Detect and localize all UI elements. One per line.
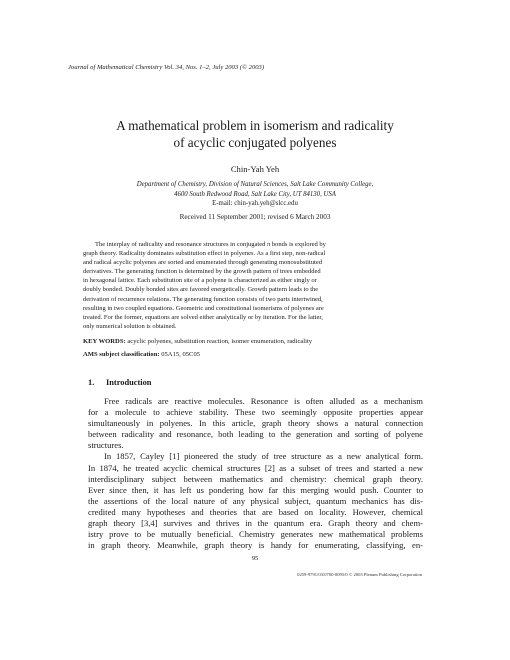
page-number: 95: [251, 555, 259, 562]
abstract: [83, 240, 428, 331]
body-line: interdisciplinary subject between mathematics and chemistry: chemical graph theory.: [88, 473, 423, 484]
body-line: In 1857, Cayley [1] pioneered the study of tree structure as a new analytical form.: [104, 451, 423, 462]
affiliation: [0, 180, 510, 209]
body-line: graph theory [3,4] survives and thrives in the quantum era. Graph theory and chem-: [88, 518, 423, 529]
journal-citation: Journal of Mathematical Chemistry Vol. 34, Nos. 1–2, July 2003 (© 2003): [68, 64, 265, 71]
body-line: Free radicals are reactive molecules. Resonance is often alluded as a mechanism: [104, 396, 423, 406]
body-line: in graph theory. Meanwhile, graph theory is handy for enumerating, classifying, en-: [88, 540, 423, 551]
abstract-line: and radical acyclic polyenes are sorted and enumerated through generating monosubstituted: [83, 259, 322, 267]
copyright-footer: 0259-9791/03/0700-0095/0 © 2003 Plenum Publishing Corporation: [297, 572, 422, 577]
abstract-line: resulting in two coupled equations. Geometric and constitutional isomerisms of polyenes are: [83, 304, 324, 312]
body-line: istry prove to be mutually beneficial. Chemistry generates new mathematical problems: [88, 529, 423, 540]
abstract-line: treated. For the former, equations are solved either analytically or by iteration. For the latter,: [83, 313, 323, 321]
body-line: for a molecule to achieve stability. These two seemingly opposite properties appear: [88, 407, 423, 418]
body-line: the assertions of the local nature of any physical subject, quantum mechanics has dis-: [88, 495, 423, 506]
section-heading: [88, 378, 151, 387]
body-line: Ever since then, it has left us pondering how far this merging would push. Counter to: [88, 484, 423, 495]
keywords-label: KEY WORDS:: [83, 338, 126, 345]
body-line: simultaneously in polyenes. In this article, graph theory shows a natural connection: [88, 418, 423, 429]
affiliation-line-2: 4600 South Redwood Road, Salt Lake City, UT 84130, USA: [174, 190, 336, 198]
abstract-line: derivation of recurrence relations. The generating function consists of two parts intertwined,: [83, 295, 323, 303]
abstract-line: in hexagonal lattice. Each substitution site of a polyene is characterized as either singly or: [83, 277, 317, 285]
abstract-line: graph theory. Radicality dominates substitution effect in polyenes. As a first step, non-radical: [83, 250, 326, 258]
received-dates: Received 11 September 2001; revised 6 March 2003: [179, 213, 331, 221]
ams-text: 05A15, 05C05: [159, 351, 201, 358]
body-line: structures.: [88, 440, 124, 451]
author-name: Chin-Yah Yeh: [230, 164, 280, 174]
ams-classification: [83, 351, 200, 358]
ams-label: AMS subject classification:: [83, 351, 160, 358]
title-line-1: A mathematical problem in isomerism and radicality: [116, 118, 394, 133]
author-email: E-mail: chin-yah.yeh@slcc.edu: [212, 200, 298, 207]
body-line: credited many hypotheses and theories that are based on locality. However, chemical: [88, 506, 423, 517]
title-line-2: of acyclic conjugated polyenes: [173, 135, 337, 150]
body-line: In 1874, he treated acyclic chemical structures [2] as a subset of trees and started a new: [88, 462, 423, 473]
affiliation-line-1: Department of Chemistry, Division of Natural Sciences, Salt Lake Community College,: [136, 181, 374, 188]
paper-title: [0, 117, 510, 151]
abstract-line: doubly bonded. Doubly bonded sites are favored energetically. Growth pattern leads to the: [83, 286, 319, 294]
body-text: [88, 396, 423, 551]
abstract-line: The interplay of radicality and resonance structures in conjugated π bonds is explored by: [95, 241, 326, 248]
keywords: [83, 338, 312, 345]
abstract-line: only numerical solution is obtained.: [83, 322, 177, 330]
body-line: between radicality and resonance, both leading to the generation and sorting of polyene: [88, 429, 423, 440]
keywords-text: acyclic polyenes, substitution reaction, isomer enumeration, radicality: [125, 338, 313, 345]
section-title: Introduction: [106, 378, 152, 387]
abstract-line: derivatives. The generating function is determined by the growth pattern of trees embedded: [83, 268, 321, 276]
section-number: 1.: [88, 378, 95, 387]
